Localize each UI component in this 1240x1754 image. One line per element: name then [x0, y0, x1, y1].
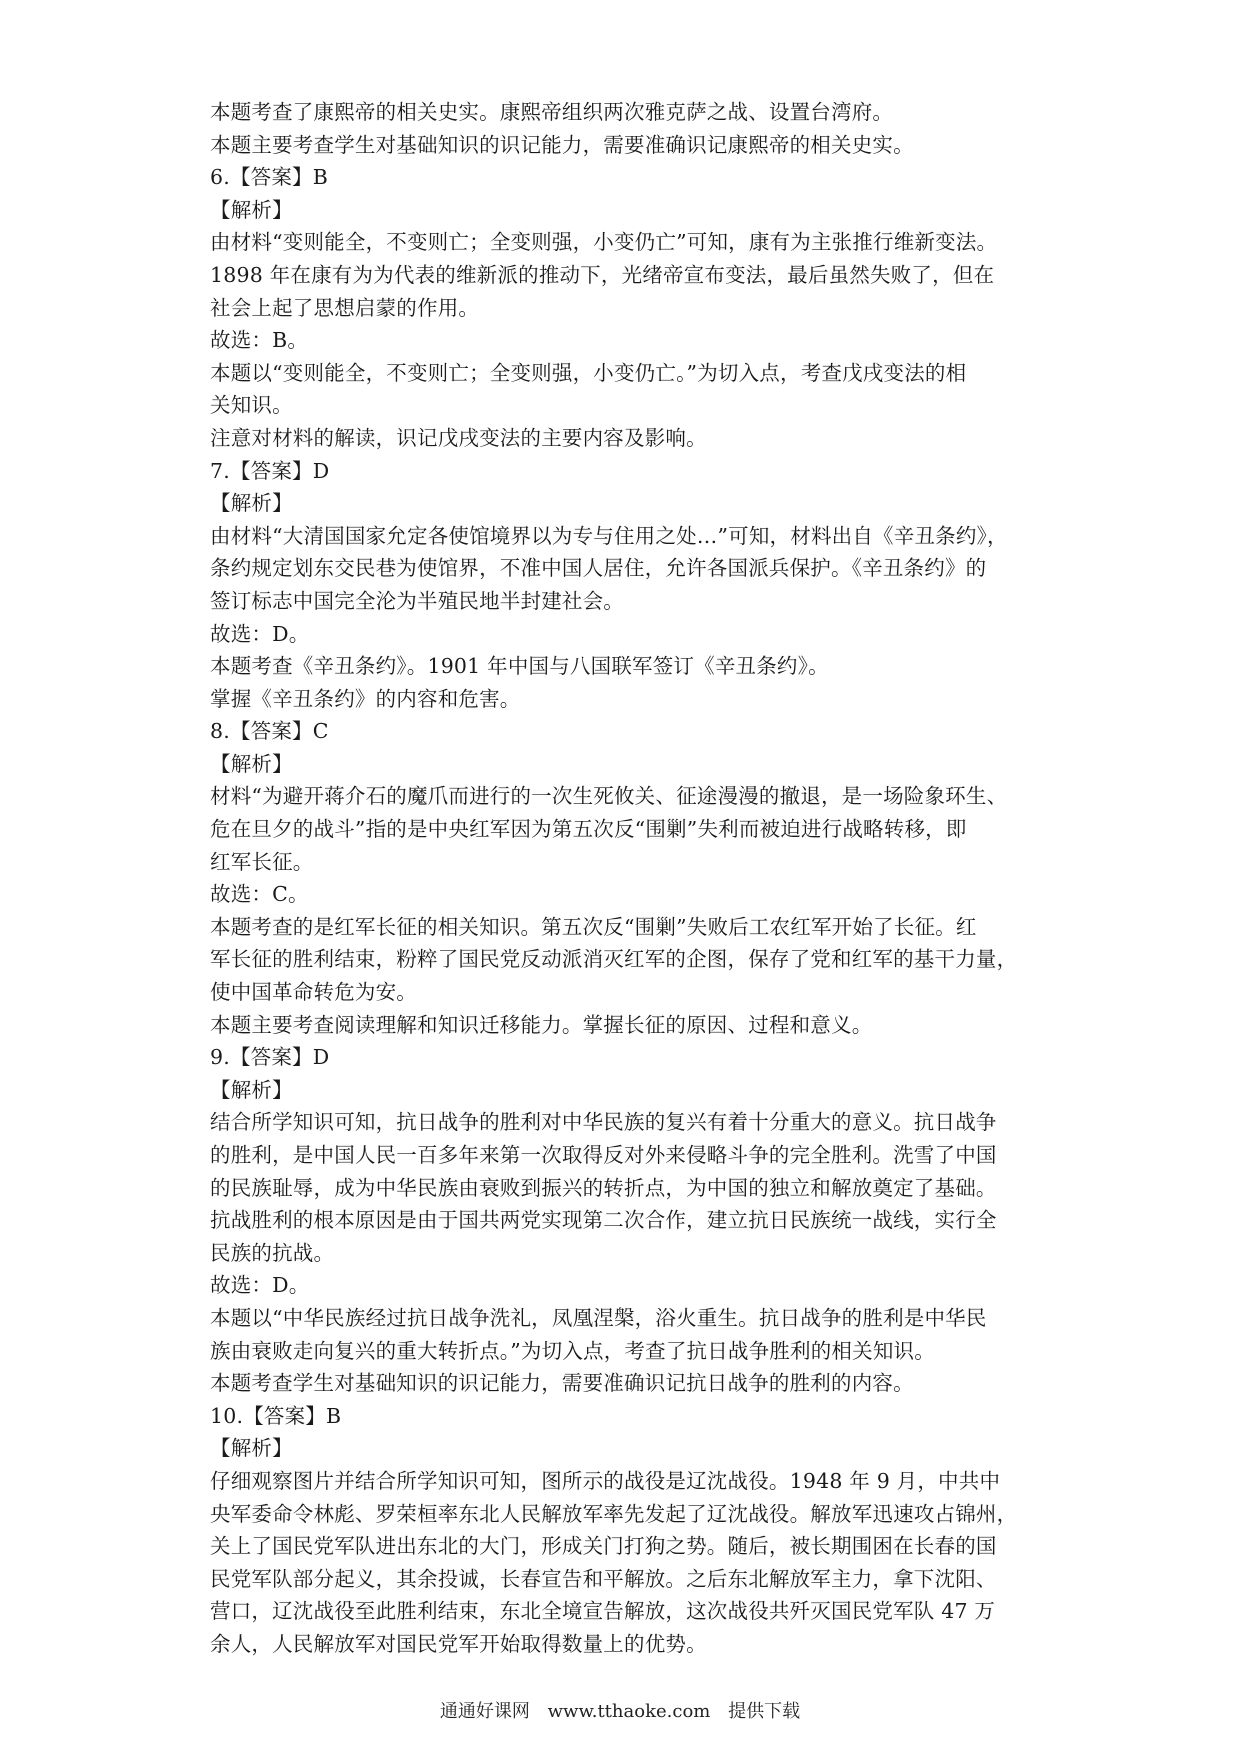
text-line: 本题主要考查阅读理解和知识迁移能力。掌握长征的原因、过程和意义。: [210, 1012, 873, 1037]
document-body: [210, 96, 1040, 1661]
analysis-label: 【解析】: [210, 1077, 293, 1102]
text-line: 条约规定划东交民巷为使馆界，不准中国人居住，允许各国派兵保护。《辛丑条约》的: [210, 556, 987, 581]
text-line: 关上了国民党军队进出东北的大门，形成关门打狗之势。随后，被长期围困在长春的国: [210, 1534, 997, 1559]
answer-line-7: 7.【答案】D: [210, 458, 330, 483]
footer-url[interactable]: www.tthaoke.com: [547, 1701, 711, 1722]
text-line: 仔细观察图片并结合所学知识可知，图所示的战役是辽沈战役。1948 年 9 月，中共中: [210, 1468, 1001, 1493]
analysis-label: 【解析】: [210, 1436, 293, 1461]
text-line: 本题主要考查学生对基础知识的识记能力，需要准确识记康熙帝的相关史实。: [210, 132, 914, 157]
text-line: 注意对材料的解读，识记戊戌变法的主要内容及影响。: [210, 425, 707, 450]
text-line: 族由衰败走向复兴的重大转折点。”为切入点，考查了抗日战争胜利的相关知识。: [210, 1338, 935, 1363]
text-line: 本题以“中华民族经过抗日战争洗礼，凤凰涅槃，浴火重生。抗日战争的胜利是中华民: [210, 1305, 987, 1330]
text-line: 的民族耻辱，成为中华民族由衰败到振兴的转折点，为中国的独立和解放奠定了基础。: [210, 1175, 997, 1200]
page-footer: [0, 1697, 1240, 1723]
choice-line: 故选：B。: [210, 328, 309, 353]
text-line: 本题考查学生对基础知识的识记能力，需要准确识记抗日战争的胜利的内容。: [210, 1371, 914, 1396]
choice-line: 故选：D。: [210, 1273, 310, 1298]
answer-line-8: 8.【答案】C: [210, 719, 329, 744]
analysis-label: 【解析】: [210, 197, 293, 222]
footer-note: 提供下载: [728, 1701, 801, 1722]
text-line: 1898 年在康有为为代表的维新派的推动下，光绪帝宣布变法，最后虽然失败了，但在: [210, 262, 995, 287]
text-line: 材料“为避开蒋介石的魔爪而进行的一次生死攸关、征途漫漫的撤退，是一场险象环生、: [210, 784, 1008, 809]
text-line: 使中国革命转危为安。: [210, 980, 417, 1005]
text-line: 危在旦夕的战斗”指的是中央红军因为第五次反“围剿”失利而被迫进行战略转移，即: [210, 817, 967, 842]
analysis-label: 【解析】: [210, 751, 293, 776]
analysis-label: 【解析】: [210, 491, 293, 516]
text-line: 民党军队部分起义，其余投诚，长春宣告和平解放。之后东北解放军主力，拿下沈阳、: [210, 1566, 997, 1591]
choice-line: 故选：C。: [210, 882, 309, 907]
text-line: 本题考查的是红军长征的相关知识。第五次反“围剿”失败后工农红军开始了长征。红: [210, 914, 977, 939]
text-line: 的胜利，是中国人民一百多年来第一次取得反对外来侵略斗争的完全胜利。洗雪了中国: [210, 1143, 997, 1167]
text-line: 由材料“变则能全，不变则亡；全变则强，小变仍亡”可知，康有为主张推行维新变法。: [210, 230, 998, 255]
text-line: 抗战胜利的根本原因是由于国共两党实现第二次合作，建立抗日民族统一战线，实行全: [210, 1208, 997, 1233]
choice-line: 故选：D。: [210, 621, 310, 646]
text-line: 红军长征。: [210, 849, 314, 874]
text-line: 掌握《辛丑条约》的内容和危害。: [210, 686, 521, 711]
text-line: 民族的抗战。: [210, 1240, 335, 1265]
text-line: 由材料“大清国国家允定各使馆境界以为专与住用之处…”可知，材料出自《辛丑条约》，: [210, 523, 1008, 548]
text-line: 结合所学知识可知，抗日战争的胜利对中华民族的复兴有着十分重大的意义。抗日战争: [210, 1110, 997, 1135]
answer-line-9: 9.【答案】D: [210, 1045, 330, 1070]
answer-line-6: 6.【答案】B: [210, 165, 329, 190]
text-line: 本题以“变则能全，不变则亡；全变则强，小变仍亡。”为切入点，考查戊戌变法的相: [210, 360, 967, 385]
text-line: 余人，人民解放军对国民党军开始取得数量上的优势。: [210, 1631, 707, 1656]
text-line: 关知识。: [210, 393, 293, 418]
text-line: 军长征的胜利结束，粉粹了国民党反动派消灭红军的企图，保存了党和红军的基干力量，: [210, 947, 1018, 972]
footer-site-name: 通通好课网: [439, 1701, 530, 1722]
text-line: 本题考查了康熙帝的相关史实。康熙帝组织两次雅克萨之战、设置台湾府。: [210, 100, 894, 124]
text-line: 营口，辽沈战役至此胜利结束，东北全境宣告解放，这次战役共歼灭国民党军队 47 万: [210, 1599, 996, 1624]
text-line: 本题考查《辛丑条约》。1901 年中国与八国联军签订《辛丑条约》。: [210, 654, 829, 679]
text-line: 央军委命令林彪、罗荣桓率东北人民解放军率先发起了辽沈战役。解放军迅速攻占锦州，: [210, 1501, 1018, 1526]
text-line: 社会上起了思想启蒙的作用。: [210, 295, 480, 320]
text-line: 签订标志中国完全沦为半殖民地半封建社会。: [210, 588, 624, 613]
answer-line-10: 10.【答案】B: [210, 1403, 342, 1428]
